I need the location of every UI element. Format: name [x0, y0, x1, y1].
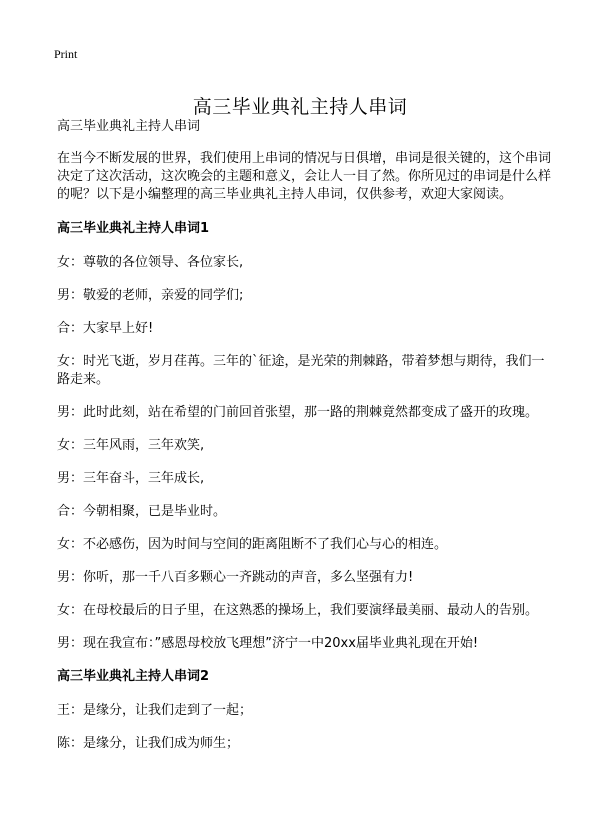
section-heading-2: 高三毕业典礼主持人串词2: [57, 669, 210, 684]
script-line: 男：敬爱的老师，亲爱的同学们;: [57, 288, 244, 303]
intro-paragraph: 在当今不断发展的世界，我们使用上串词的情况与日俱增，串词是很关键的，这个串词决定了这次活动，这次晚会的主题和意义，会让人一目了然。你所见过的串词是什么样的呢？以下是小编整理的高三毕业典礼主持人串词，仅供参考，欢迎大家阅读。: [57, 151, 552, 202]
document-subtitle: 高三毕业典礼主持人串词: [57, 119, 201, 134]
script-line: 女：三年风雨，三年欢笑,: [57, 438, 205, 453]
script-line: 男：此时此刻，站在希望的门前回首张望，那一路的荆棘竟然都变成了盛开的玫瑰。: [57, 405, 539, 420]
script-line: 女：在母校最后的日子里，在这熟悉的操场上，我们要演绎最美丽、最动人的告别。: [57, 603, 539, 618]
script-line: 男：三年奋斗，三年成长,: [57, 471, 205, 486]
document-title: 高三毕业典礼主持人串词: [192, 95, 408, 118]
script-line: 合：大家早上好!: [57, 321, 154, 336]
section-heading-1: 高三毕业典礼主持人串词1: [57, 221, 210, 236]
document-body: [57, 118, 553, 768]
script-line: 女：尊敬的各位领导、各位家长,: [57, 255, 244, 270]
script-line: 女：不必感伤，因为时间与空间的距离阻断不了我们心与心的相连。: [57, 537, 448, 552]
script-line: 女：时光飞逝，岁月荏苒。三年的`征途，是光荣的荆棘路，带着梦想与期待，我们一路走来。: [57, 354, 545, 387]
script-line: 男：现在我宣布：”感恩母校放飞理想”济宁一中20xx届毕业典礼现在开始!: [57, 636, 479, 651]
script-line: 陈：是缘分，让我们成为师生；: [57, 736, 240, 751]
print-label: Print: [54, 47, 78, 61]
script-line: 合：今朝相聚，已是毕业时。: [57, 504, 227, 519]
script-line: 王：是缘分，让我们走到了一起；: [57, 703, 253, 718]
script-line: 男：你听，那一千八百多颗心一齐跳动的声音，多么坚强有力!: [57, 570, 414, 585]
